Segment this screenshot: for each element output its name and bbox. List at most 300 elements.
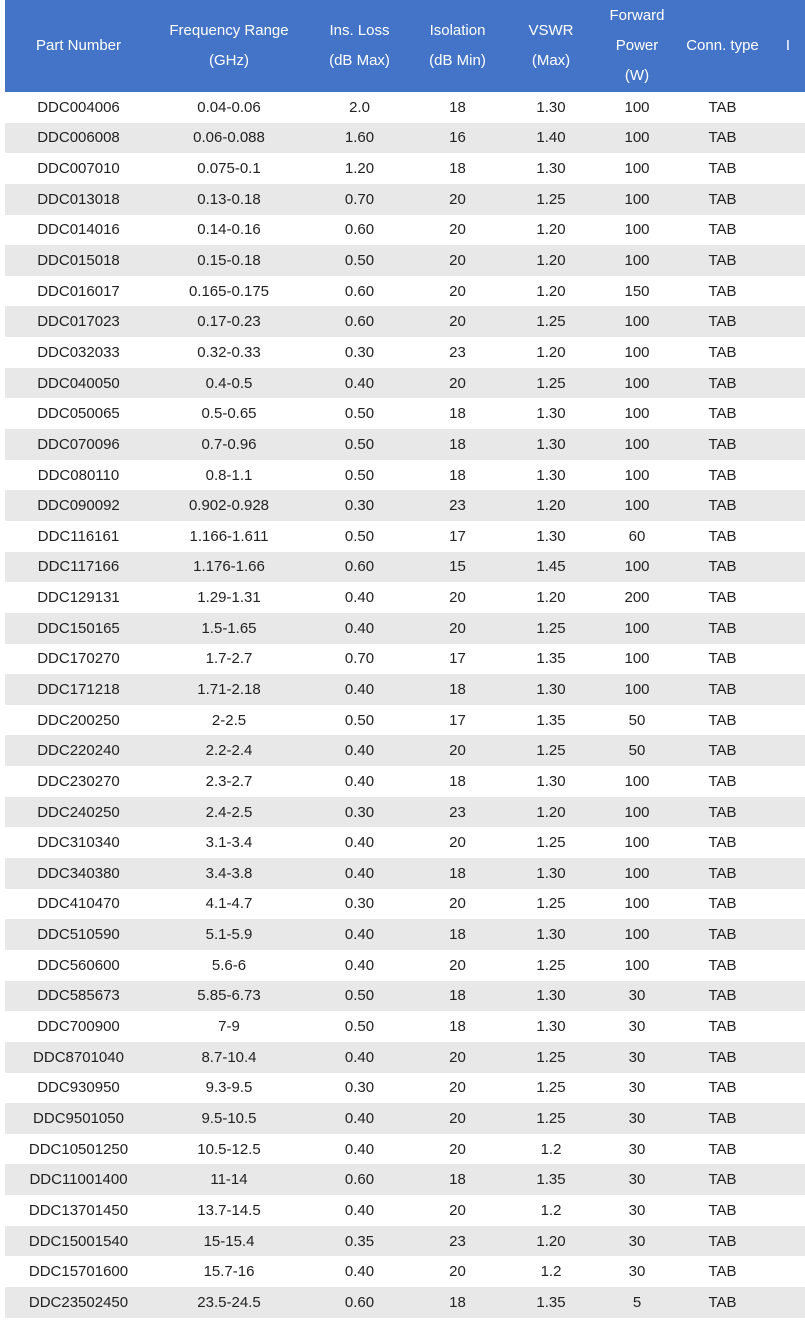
vswr-cell: 1.30 [502, 858, 600, 889]
vswr-cell: 1.30 [502, 92, 600, 123]
table-row [5, 644, 805, 675]
part-number-cell: DDC9501050 [5, 1103, 152, 1134]
conn-type-cell: TAB [674, 766, 771, 797]
ins-loss-cell: 0.40 [306, 919, 413, 950]
ins-loss-cell: 0.40 [306, 735, 413, 766]
frequency-range-cell: 0.7-0.96 [152, 429, 306, 460]
extra-cell [771, 827, 805, 858]
table-row [5, 337, 805, 368]
isolation-cell: 20 [413, 215, 502, 246]
vswr-cell: 1.20 [502, 276, 600, 307]
part-number-cell: DDC700900 [5, 1011, 152, 1042]
header-isolation [413, 0, 502, 92]
conn-type-cell: TAB [674, 368, 771, 399]
frequency-range-cell: 0.075-0.1 [152, 153, 306, 184]
ins-loss-cell: 0.50 [306, 460, 413, 491]
ins-loss-cell: 0.40 [306, 950, 413, 981]
part-number-cell: DDC560600 [5, 950, 152, 981]
part-number-cell: DDC23502450 [5, 1287, 152, 1318]
part-number-cell: DDC013018 [5, 184, 152, 215]
conn-type-cell: TAB [674, 674, 771, 705]
header-extra [771, 0, 805, 92]
extra-cell [771, 306, 805, 337]
part-number-cell: DDC117166 [5, 552, 152, 583]
forward-power-cell: 100 [600, 674, 674, 705]
ins-loss-cell: 0.40 [306, 613, 413, 644]
ins-loss-cell: 0.70 [306, 184, 413, 215]
isolation-cell: 23 [413, 797, 502, 828]
product-spec-table [5, 0, 805, 1318]
vswr-cell: 1.25 [502, 184, 600, 215]
frequency-range-cell: 5.6-6 [152, 950, 306, 981]
isolation-cell: 20 [413, 1195, 502, 1226]
vswr-cell: 1.20 [502, 245, 600, 276]
header-line: (dB Min) [429, 52, 486, 69]
isolation-cell: 20 [413, 827, 502, 858]
frequency-range-cell: 5.85-6.73 [152, 981, 306, 1012]
extra-cell [771, 705, 805, 736]
vswr-cell: 1.35 [502, 644, 600, 675]
vswr-cell: 1.20 [502, 215, 600, 246]
table-row [5, 1195, 805, 1226]
frequency-range-cell: 2.3-2.7 [152, 766, 306, 797]
table-row [5, 981, 805, 1012]
frequency-range-cell: 1.7-2.7 [152, 644, 306, 675]
table-row [5, 950, 805, 981]
forward-power-cell: 100 [600, 460, 674, 491]
table-row [5, 674, 805, 705]
part-number-cell: DDC230270 [5, 766, 152, 797]
table-row [5, 215, 805, 246]
ins-loss-cell: 0.70 [306, 644, 413, 675]
vswr-cell: 1.35 [502, 1164, 600, 1195]
forward-power-cell: 100 [600, 429, 674, 460]
isolation-cell: 20 [413, 1103, 502, 1134]
isolation-cell: 18 [413, 981, 502, 1012]
vswr-cell: 1.25 [502, 1042, 600, 1073]
part-number-cell: DDC200250 [5, 705, 152, 736]
isolation-cell: 20 [413, 1134, 502, 1165]
table-row [5, 1103, 805, 1134]
vswr-cell: 1.40 [502, 123, 600, 154]
ins-loss-cell: 0.50 [306, 981, 413, 1012]
header-vswr [502, 0, 600, 92]
frequency-range-cell: 2-2.5 [152, 705, 306, 736]
forward-power-cell: 100 [600, 92, 674, 123]
vswr-cell: 1.25 [502, 306, 600, 337]
conn-type-cell: TAB [674, 184, 771, 215]
forward-power-cell: 100 [600, 797, 674, 828]
ins-loss-cell: 0.30 [306, 889, 413, 920]
ins-loss-cell: 0.40 [306, 674, 413, 705]
vswr-cell: 1.30 [502, 429, 600, 460]
ins-loss-cell: 0.40 [306, 1042, 413, 1073]
extra-cell [771, 1134, 805, 1165]
conn-type-cell: TAB [674, 1042, 771, 1073]
header-frequency-range [152, 0, 306, 92]
forward-power-cell: 100 [600, 858, 674, 889]
part-number-cell: DDC090092 [5, 490, 152, 521]
header-line: Forward [609, 7, 665, 24]
table-row [5, 276, 805, 307]
ins-loss-cell: 0.40 [306, 582, 413, 613]
isolation-cell: 16 [413, 123, 502, 154]
part-number-cell: DDC032033 [5, 337, 152, 368]
header-conn-type [674, 0, 771, 92]
extra-cell [771, 1195, 805, 1226]
part-number-cell: DDC310340 [5, 827, 152, 858]
table-row [5, 1226, 805, 1257]
table-row [5, 889, 805, 920]
ins-loss-cell: 0.40 [306, 1195, 413, 1226]
frequency-range-cell: 7-9 [152, 1011, 306, 1042]
ins-loss-cell: 0.60 [306, 552, 413, 583]
extra-cell [771, 429, 805, 460]
part-number-cell: DDC15001540 [5, 1226, 152, 1257]
conn-type-cell: TAB [674, 613, 771, 644]
forward-power-cell: 150 [600, 276, 674, 307]
isolation-cell: 17 [413, 705, 502, 736]
conn-type-cell: TAB [674, 552, 771, 583]
table-row [5, 490, 805, 521]
vswr-cell: 1.20 [502, 582, 600, 613]
frequency-range-cell: 0.06-0.088 [152, 123, 306, 154]
vswr-cell: 1.25 [502, 827, 600, 858]
part-number-cell: DDC017023 [5, 306, 152, 337]
header-row [5, 0, 805, 92]
table-row [5, 735, 805, 766]
vswr-cell: 1.2 [502, 1195, 600, 1226]
extra-cell [771, 1011, 805, 1042]
vswr-cell: 1.20 [502, 490, 600, 521]
part-number-cell: DDC050065 [5, 398, 152, 429]
extra-cell [771, 398, 805, 429]
extra-cell [771, 1073, 805, 1104]
header-ins-loss [306, 0, 413, 92]
frequency-range-cell: 0.14-0.16 [152, 215, 306, 246]
table-header [5, 0, 805, 92]
conn-type-cell: TAB [674, 644, 771, 675]
extra-cell [771, 215, 805, 246]
part-number-cell: DDC015018 [5, 245, 152, 276]
table-body [5, 92, 805, 1318]
table-row [5, 552, 805, 583]
frequency-range-cell: 4.1-4.7 [152, 889, 306, 920]
frequency-range-cell: 1.5-1.65 [152, 613, 306, 644]
header-line: Frequency Range [169, 22, 289, 39]
part-number-cell: DDC171218 [5, 674, 152, 705]
conn-type-cell: TAB [674, 1164, 771, 1195]
ins-loss-cell: 0.50 [306, 705, 413, 736]
header-line: Conn. type [686, 37, 759, 54]
vswr-cell: 1.2 [502, 1256, 600, 1287]
isolation-cell: 17 [413, 644, 502, 675]
conn-type-cell: TAB [674, 245, 771, 276]
forward-power-cell: 100 [600, 919, 674, 950]
forward-power-cell: 100 [600, 552, 674, 583]
part-number-cell: DDC080110 [5, 460, 152, 491]
frequency-range-cell: 9.3-9.5 [152, 1073, 306, 1104]
vswr-cell: 1.30 [502, 919, 600, 950]
header-line: (W) [624, 67, 650, 84]
ins-loss-cell: 0.60 [306, 1164, 413, 1195]
ins-loss-cell: 0.60 [306, 1287, 413, 1318]
extra-cell [771, 521, 805, 552]
forward-power-cell: 100 [600, 306, 674, 337]
frequency-range-cell: 2.4-2.5 [152, 797, 306, 828]
header-forward-power [600, 0, 674, 92]
isolation-cell: 20 [413, 1073, 502, 1104]
vswr-cell: 1.35 [502, 1287, 600, 1318]
extra-cell [771, 919, 805, 950]
conn-type-cell: TAB [674, 460, 771, 491]
isolation-cell: 18 [413, 460, 502, 491]
forward-power-cell: 100 [600, 644, 674, 675]
table-row [5, 705, 805, 736]
frequency-range-cell: 8.7-10.4 [152, 1042, 306, 1073]
conn-type-cell: TAB [674, 705, 771, 736]
isolation-cell: 20 [413, 276, 502, 307]
conn-type-cell: TAB [674, 827, 771, 858]
ins-loss-cell: 1.20 [306, 153, 413, 184]
frequency-range-cell: 0.4-0.5 [152, 368, 306, 399]
conn-type-cell: TAB [674, 981, 771, 1012]
conn-type-cell: TAB [674, 490, 771, 521]
extra-cell [771, 582, 805, 613]
isolation-cell: 20 [413, 735, 502, 766]
table-row [5, 368, 805, 399]
conn-type-cell: TAB [674, 337, 771, 368]
forward-power-cell: 100 [600, 490, 674, 521]
table-row [5, 1164, 805, 1195]
forward-power-cell: 30 [600, 1256, 674, 1287]
vswr-cell: 1.45 [502, 552, 600, 583]
part-number-cell: DDC10501250 [5, 1134, 152, 1165]
extra-cell [771, 950, 805, 981]
forward-power-cell: 30 [600, 981, 674, 1012]
header-line: (dB Max) [329, 52, 390, 69]
part-number-cell: DDC129131 [5, 582, 152, 613]
forward-power-cell: 30 [600, 1011, 674, 1042]
ins-loss-cell: 0.30 [306, 337, 413, 368]
conn-type-cell: TAB [674, 889, 771, 920]
frequency-range-cell: 9.5-10.5 [152, 1103, 306, 1134]
extra-cell [771, 735, 805, 766]
vswr-cell: 1.25 [502, 889, 600, 920]
table-row [5, 1073, 805, 1104]
frequency-range-cell: 0.165-0.175 [152, 276, 306, 307]
isolation-cell: 18 [413, 153, 502, 184]
forward-power-cell: 30 [600, 1073, 674, 1104]
forward-power-cell: 60 [600, 521, 674, 552]
extra-cell [771, 1164, 805, 1195]
frequency-range-cell: 2.2-2.4 [152, 735, 306, 766]
forward-power-cell: 100 [600, 950, 674, 981]
vswr-cell: 1.25 [502, 735, 600, 766]
isolation-cell: 18 [413, 1011, 502, 1042]
part-number-cell: DDC006008 [5, 123, 152, 154]
conn-type-cell: TAB [674, 398, 771, 429]
vswr-cell: 1.35 [502, 705, 600, 736]
conn-type-cell: TAB [674, 950, 771, 981]
ins-loss-cell: 0.60 [306, 306, 413, 337]
isolation-cell: 18 [413, 92, 502, 123]
extra-cell [771, 1256, 805, 1287]
vswr-cell: 1.30 [502, 766, 600, 797]
part-number-cell: DDC585673 [5, 981, 152, 1012]
isolation-cell: 20 [413, 184, 502, 215]
vswr-cell: 1.25 [502, 613, 600, 644]
header-part-number [5, 0, 152, 92]
ins-loss-cell: 0.30 [306, 1073, 413, 1104]
isolation-cell: 23 [413, 1226, 502, 1257]
ins-loss-cell: 0.40 [306, 368, 413, 399]
isolation-cell: 23 [413, 490, 502, 521]
part-number-cell: DDC007010 [5, 153, 152, 184]
isolation-cell: 18 [413, 919, 502, 950]
part-number-cell: DDC040050 [5, 368, 152, 399]
extra-cell [771, 1042, 805, 1073]
vswr-cell: 1.25 [502, 1073, 600, 1104]
isolation-cell: 17 [413, 521, 502, 552]
vswr-cell: 1.20 [502, 797, 600, 828]
extra-cell [771, 766, 805, 797]
frequency-range-cell: 15-15.4 [152, 1226, 306, 1257]
frequency-range-cell: 3.1-3.4 [152, 827, 306, 858]
ins-loss-cell: 0.50 [306, 245, 413, 276]
vswr-cell: 1.20 [502, 337, 600, 368]
extra-cell [771, 858, 805, 889]
vswr-cell: 1.30 [502, 1011, 600, 1042]
frequency-range-cell: 13.7-14.5 [152, 1195, 306, 1226]
ins-loss-cell: 0.50 [306, 429, 413, 460]
ins-loss-cell: 1.60 [306, 123, 413, 154]
forward-power-cell: 100 [600, 123, 674, 154]
conn-type-cell: TAB [674, 582, 771, 613]
frequency-range-cell: 1.176-1.66 [152, 552, 306, 583]
conn-type-cell: TAB [674, 1226, 771, 1257]
ins-loss-cell: 0.30 [306, 490, 413, 521]
vswr-cell: 1.25 [502, 950, 600, 981]
forward-power-cell: 100 [600, 766, 674, 797]
ins-loss-cell: 0.40 [306, 827, 413, 858]
isolation-cell: 20 [413, 245, 502, 276]
table-row [5, 1134, 805, 1165]
ins-loss-cell: 0.30 [306, 797, 413, 828]
isolation-cell: 23 [413, 337, 502, 368]
forward-power-cell: 30 [600, 1164, 674, 1195]
part-number-cell: DDC11001400 [5, 1164, 152, 1195]
part-number-cell: DDC070096 [5, 429, 152, 460]
table-row [5, 521, 805, 552]
vswr-cell: 1.30 [502, 153, 600, 184]
forward-power-cell: 30 [600, 1134, 674, 1165]
conn-type-cell: TAB [674, 797, 771, 828]
ins-loss-cell: 2.0 [306, 92, 413, 123]
table-row [5, 123, 805, 154]
ins-loss-cell: 0.40 [306, 1103, 413, 1134]
table-row [5, 582, 805, 613]
forward-power-cell: 100 [600, 153, 674, 184]
ins-loss-cell: 0.35 [306, 1226, 413, 1257]
conn-type-cell: TAB [674, 919, 771, 950]
isolation-cell: 20 [413, 889, 502, 920]
header-line: I [785, 37, 791, 54]
part-number-cell: DDC116161 [5, 521, 152, 552]
isolation-cell: 20 [413, 1042, 502, 1073]
isolation-cell: 20 [413, 613, 502, 644]
conn-type-cell: TAB [674, 276, 771, 307]
header-line: (GHz) [209, 52, 249, 69]
forward-power-cell: 100 [600, 245, 674, 276]
forward-power-cell: 100 [600, 368, 674, 399]
part-number-cell: DDC410470 [5, 889, 152, 920]
conn-type-cell: TAB [674, 215, 771, 246]
part-number-cell: DDC240250 [5, 797, 152, 828]
ins-loss-cell: 0.40 [306, 1256, 413, 1287]
conn-type-cell: TAB [674, 521, 771, 552]
part-number-cell: DDC13701450 [5, 1195, 152, 1226]
vswr-cell: 1.30 [502, 521, 600, 552]
frequency-range-cell: 1.71-2.18 [152, 674, 306, 705]
table-row [5, 184, 805, 215]
part-number-cell: DDC004006 [5, 92, 152, 123]
frequency-range-cell: 0.17-0.23 [152, 306, 306, 337]
extra-cell [771, 1226, 805, 1257]
frequency-range-cell: 15.7-16 [152, 1256, 306, 1287]
isolation-cell: 20 [413, 306, 502, 337]
conn-type-cell: TAB [674, 1287, 771, 1318]
forward-power-cell: 30 [600, 1103, 674, 1134]
conn-type-cell: TAB [674, 1103, 771, 1134]
forward-power-cell: 100 [600, 184, 674, 215]
extra-cell [771, 490, 805, 521]
ins-loss-cell: 0.50 [306, 1011, 413, 1042]
extra-cell [771, 245, 805, 276]
forward-power-cell: 30 [600, 1226, 674, 1257]
isolation-cell: 18 [413, 766, 502, 797]
conn-type-cell: TAB [674, 429, 771, 460]
vswr-cell: 1.20 [502, 1226, 600, 1257]
frequency-range-cell: 10.5-12.5 [152, 1134, 306, 1165]
extra-cell [771, 674, 805, 705]
ins-loss-cell: 0.40 [306, 766, 413, 797]
extra-cell [771, 981, 805, 1012]
ins-loss-cell: 0.40 [306, 858, 413, 889]
conn-type-cell: TAB [674, 1256, 771, 1287]
table-row [5, 1287, 805, 1318]
frequency-range-cell: 0.8-1.1 [152, 460, 306, 491]
table-row [5, 1042, 805, 1073]
conn-type-cell: TAB [674, 735, 771, 766]
table-row [5, 1011, 805, 1042]
forward-power-cell: 200 [600, 582, 674, 613]
isolation-cell: 18 [413, 1164, 502, 1195]
vswr-cell: 1.30 [502, 674, 600, 705]
table-row [5, 306, 805, 337]
isolation-cell: 15 [413, 552, 502, 583]
extra-cell [771, 552, 805, 583]
frequency-range-cell: 0.13-0.18 [152, 184, 306, 215]
table-row [5, 613, 805, 644]
header-line: (Max) [531, 52, 571, 69]
frequency-range-cell: 1.166-1.611 [152, 521, 306, 552]
frequency-range-cell: 5.1-5.9 [152, 919, 306, 950]
extra-cell [771, 276, 805, 307]
vswr-cell: 1.25 [502, 368, 600, 399]
part-number-cell: DDC15701600 [5, 1256, 152, 1287]
conn-type-cell: TAB [674, 858, 771, 889]
